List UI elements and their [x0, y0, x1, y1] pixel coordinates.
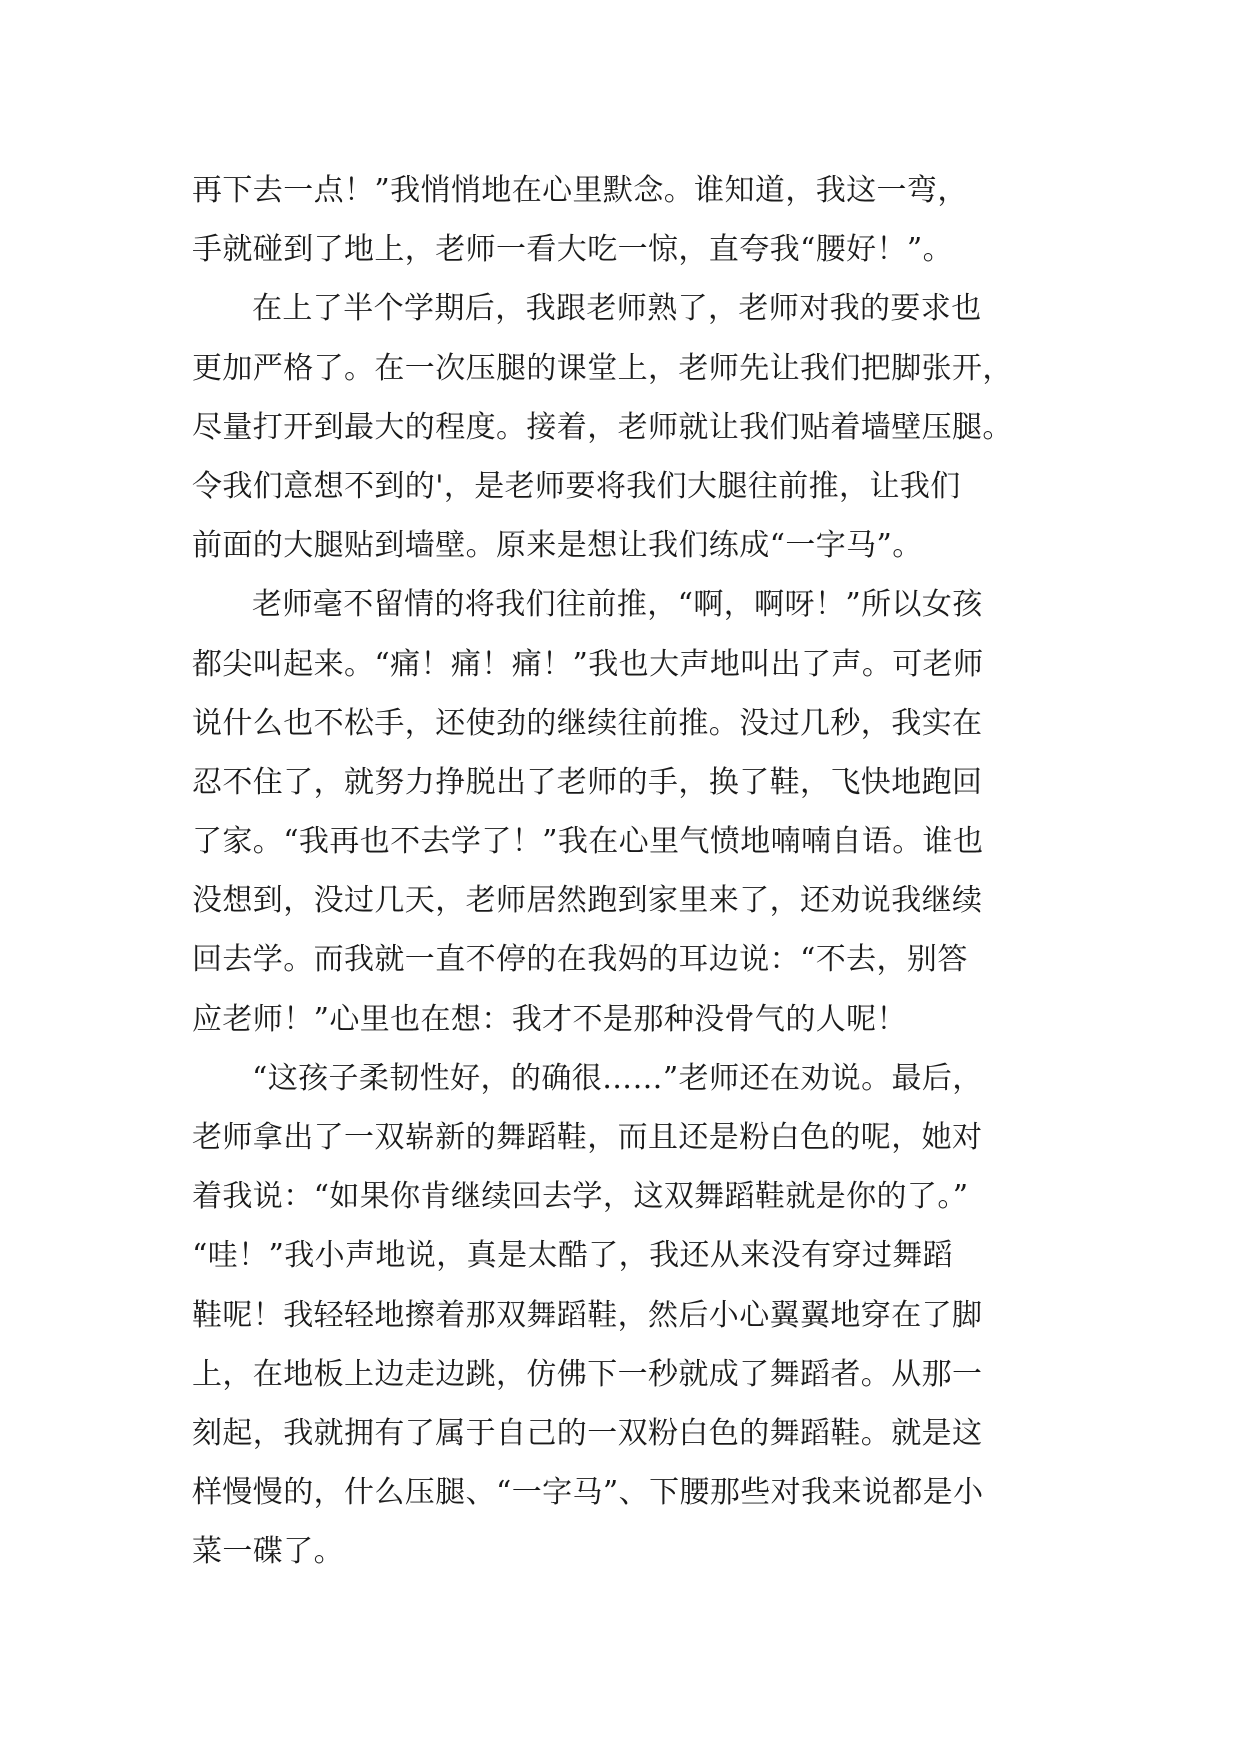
text-line: 了家。“我再也不去学了！”我在心里气愤地喃喃自语。谁也	[192, 824, 984, 860]
text-line: 着我说：“如果你肯继续回去学，这双舞蹈鞋就是你的了。”	[192, 1179, 969, 1215]
text-line: 前面的大腿贴到墙壁。原来是想让我们练成“一字马”。	[192, 528, 923, 564]
text-line: 说什么也不松手，还使劲的继续往前推。没过几秒，我实在	[192, 705, 983, 741]
text-line: 老师拿出了一双崭新的舞蹈鞋，而且还是粉白色的呢，她对	[192, 1120, 983, 1155]
text-line: 菜一碟了。	[192, 1534, 344, 1570]
text-line: 刻起，我就拥有了属于自己的一双粉白色的舞蹈鞋。就是这	[192, 1415, 983, 1451]
text-line: “哇！”我小声地说，真是太酷了，我还从来没有穿过舞蹈	[192, 1238, 954, 1274]
paragraph-start-line: “这孩子柔韧性好，的确很……”老师还在劝说。最后，	[252, 1060, 983, 1096]
paragraph-start-line: 老师毫不留情的将我们往前推，“啊，啊呀！”所以女孩	[252, 587, 983, 623]
text-line: 上，在地板上边走边跳，仿佛下一秒就成了舞蹈者。从那一	[192, 1356, 983, 1392]
text-line: 应老师！”心里也在想：我才不是那种没骨气的人呢！	[192, 1001, 907, 1037]
text-line: 鞋呢！我轻轻地擦着那双舞蹈鞋，然后小心翼翼地穿在了脚	[192, 1297, 983, 1333]
text-line: 样慢慢的，什么压腿、“一字马”、下腰那些对我来说都是小	[192, 1475, 984, 1511]
text-line: 尽量打开到最大的程度。接着，老师就让我们贴着墙壁压腿。	[192, 409, 1013, 445]
text-line: 手就碰到了地上，老师一看大吃一惊，直夸我“腰好！”。	[192, 232, 954, 268]
text-line: 再下去一点！”我悄悄地在心里默念。谁知道，我这一弯，	[192, 173, 968, 208]
text-line: 忍不住了，就努力挣脱出了老师的手，换了鞋，飞快地跑回	[192, 764, 983, 800]
text-line: 更加严格了。在一次压腿的课堂上，老师先让我们把脚张开，	[192, 350, 1013, 386]
text-line: 令我们意想不到的'，是老师要将我们大腿往前推，让我们	[192, 468, 961, 504]
text-line: 都尖叫起来。“痛！痛！痛！”我也大声地叫出了声。可老师	[192, 646, 984, 682]
text-line: 没想到，没过几天，老师居然跑到家里来了，还劝说我继续	[192, 883, 983, 919]
paragraph-start-line: 在上了半个学期后，我跟老师熟了，老师对我的要求也	[252, 291, 982, 327]
text-line: 回去学。而我就一直不停的在我妈的耳边说：“不去，别答	[192, 942, 968, 978]
essay-body	[192, 161, 1062, 1582]
